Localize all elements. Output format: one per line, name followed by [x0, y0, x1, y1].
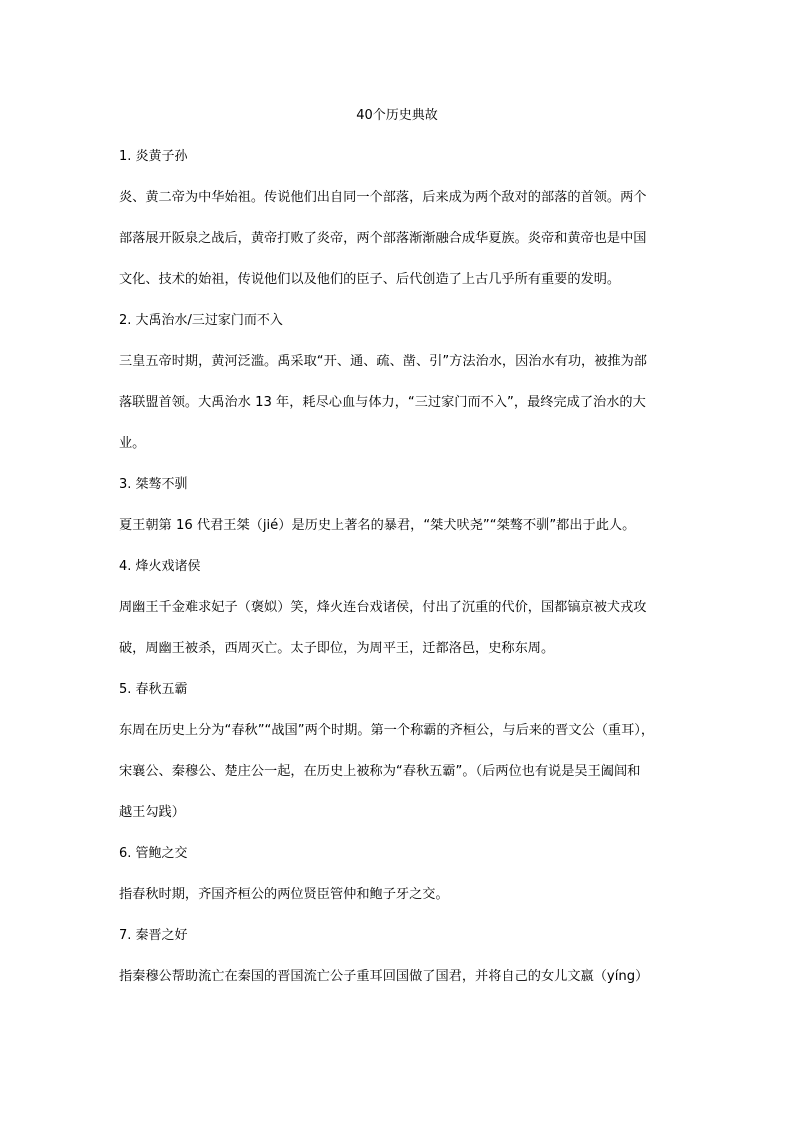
section-paragraph [119, 968, 689, 986]
text-line: 东周在历史上分为“春秋”“战国”两个时期。第一个称霸的齐桓公，与后来的晋文公（重耳）， [119, 723, 655, 738]
text-line: 部落展开阪泉之战后，黄帝打败了炎帝，两个部落渐渐融合成华夏族。炎帝和黄帝也是中国 [119, 231, 647, 246]
document-body [119, 148, 689, 1009]
section-heading: 5. 春秋五霸 [119, 682, 188, 697]
text-line: 周幽王千金难求妃子（褒姒）笑，烽火连台戏诸侯，付出了沉重的代价，国都镐京被犬戎攻 [119, 600, 647, 615]
text-line: 炎、黄二帝为中华始祖。传说他们出自同一个部落，后来成为两个敌对的部落的首领。两个 [119, 190, 647, 205]
text-line: 指秦穆公帮助流亡在秦国的晋国流亡公子重耳回国做了国君，并将自己的女儿文嬴（yíng） [119, 969, 649, 984]
section-heading: 6. 管鲍之交 [119, 846, 188, 861]
text-line: 文化、技术的始祖，传说他们以及他们的臣子、后代创造了上古几乎所有重要的发明。 [119, 272, 621, 287]
text-line: 三皇五帝时期，黄河泛滥。禹采取“开、通、疏、凿、引”方法治水，因治水有功，被推为部 [119, 354, 647, 369]
section-heading: 7. 秦晋之好 [119, 928, 188, 943]
document-title: 40个历史典故 [356, 108, 438, 123]
section-heading: 3. 桀骜不驯 [119, 477, 188, 492]
text-line: 落联盟首领。大禹治水 13 年，耗尽心血与体力，“三过家门而不入”，最终完成了治水的大 [119, 395, 646, 410]
section-paragraph [119, 189, 689, 289]
section-paragraph [119, 599, 689, 658]
text-line: 破，周幽王被杀，西周灭亡。太子即位，为周平王，迁都洛邑，史称东周。 [119, 641, 555, 656]
section-paragraph [119, 353, 689, 453]
text-line: 指春秋时期，齐国齐桓公的两位贤臣管仲和鲍子牙之交。 [119, 887, 449, 902]
text-line: 越王勾践） [119, 805, 185, 820]
section-heading: 1. 炎黄子孙 [119, 149, 188, 164]
section-paragraph [119, 886, 689, 904]
section-paragraph [119, 517, 689, 535]
text-line: 业。 [119, 436, 146, 451]
text-line: 夏王朝第 16 代君王桀（jié）是历史上著名的暴君，“桀犬吠尧”“桀骜不驯”都出于此人。 [119, 518, 636, 533]
section-paragraph [119, 722, 689, 822]
text-line: 宋襄公、秦穆公、楚庄公一起，在历史上被称为“春秋五霸”。（后两位也有说是吴王阖闾和 [119, 764, 641, 779]
section-heading: 4. 烽火戏诸侯 [119, 559, 201, 574]
section-heading: 2. 大禹治水/三过家门而不入 [119, 313, 283, 328]
